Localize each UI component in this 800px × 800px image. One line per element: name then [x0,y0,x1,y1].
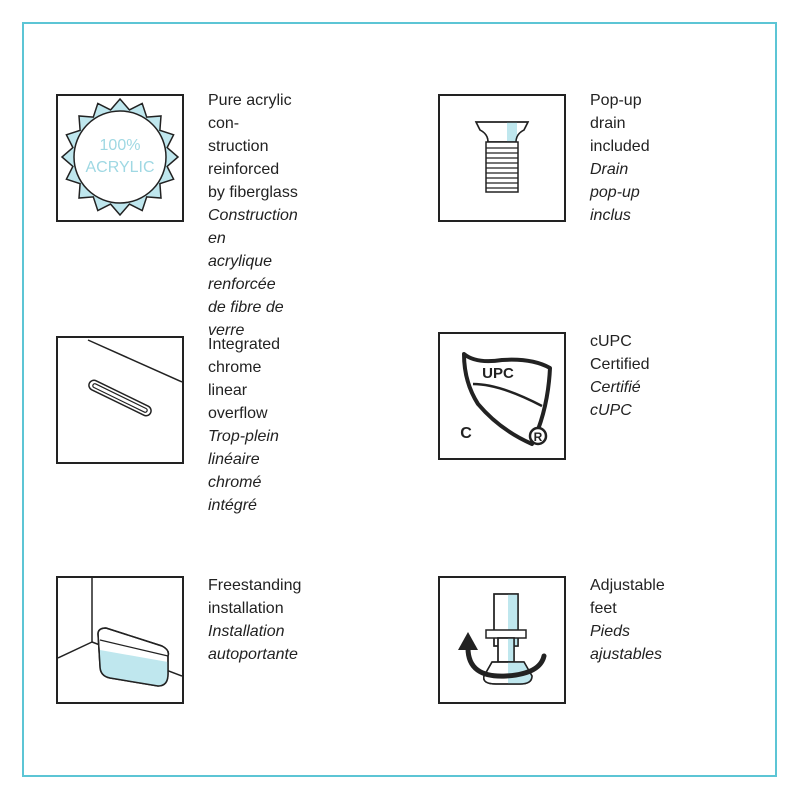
feature-en-text: Pure acrylic con- struction reinforced by fiberglass [208,92,298,201]
acrylic-badge-icon [56,94,184,222]
feature-fr-text: Construction en acrylique renforcée de fibre de verre [208,207,298,339]
feature-cupc-text [590,330,650,422]
popup-drain-icon [438,94,566,222]
feature-en-text: cUPC Certified [590,333,650,373]
registered-mark: R [533,430,543,444]
feature-en-text: Integrated chrome linear overflow [208,336,281,422]
feature-fr-text: Trop-plein linéaire chromé intégré [208,428,279,514]
feature-adjustable-feet-text [590,574,665,666]
feature-acrylic-text [208,89,298,342]
feature-popup-drain-text [590,89,650,227]
feature-en-text: Adjustable feet [590,577,665,617]
shield-text: UPC [482,365,514,382]
feature-fr-text: Certifié cUPC [590,379,641,419]
feature-fr-text: Drain pop-up inclus [590,161,640,224]
feature-en-text: Pop-up drain included [590,92,650,155]
feature-linear-overflow-text [208,333,280,517]
feature-en-text: Freestanding installation [208,577,302,617]
feature-fr-text: Pieds ajustables [590,623,663,663]
feature-freestanding-text [208,574,301,666]
badge-line2: ACRYLIC [85,159,155,176]
adjustable-foot-icon [438,576,566,704]
feature-fr-text: Installation autoportante [208,623,298,663]
badge-line1: 100% [99,137,141,154]
freestanding-tub-icon [56,576,184,704]
linear-overflow-icon [56,336,184,464]
c-mark: C [460,425,472,442]
cupc-shield-icon [438,332,566,460]
